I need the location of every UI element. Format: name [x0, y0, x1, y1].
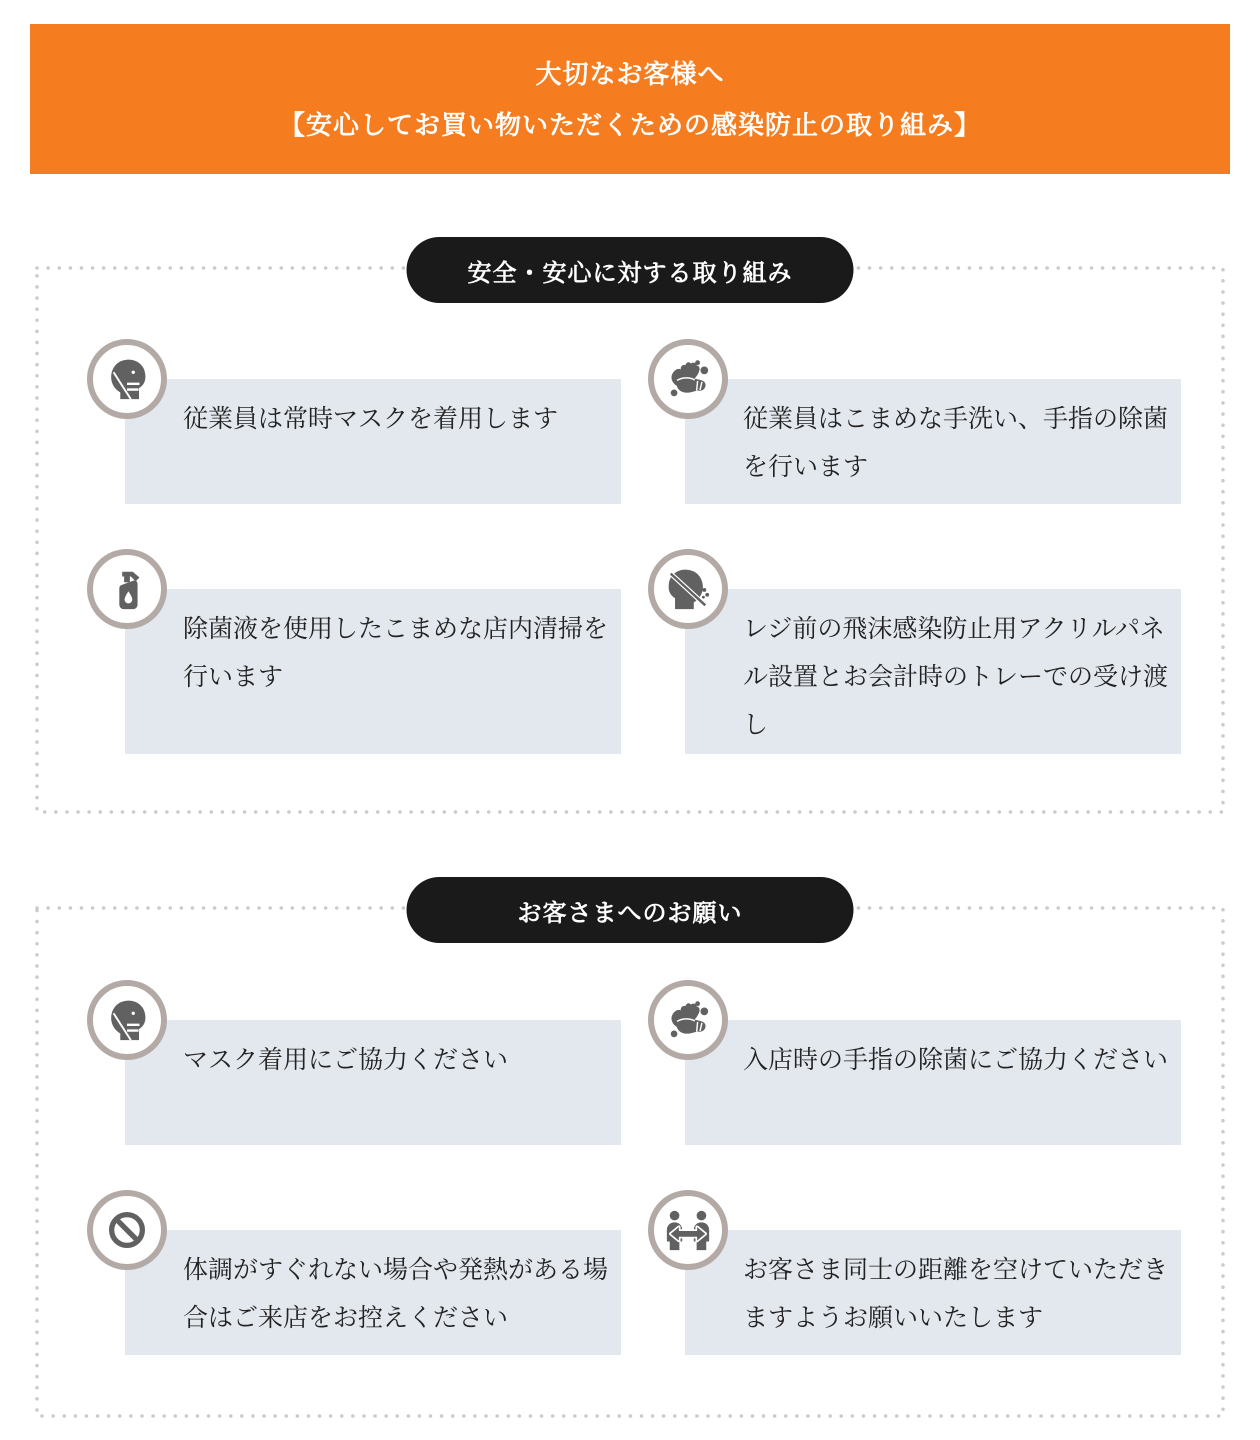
section-title-pill — [407, 237, 854, 303]
item-text: 体調がすぐれない場合や発熱がある場合はご来店をお控えください — [183, 1256, 609, 1332]
list-item — [125, 589, 621, 754]
banner-subtitle: 【安心してお買い物いただくための感染防止の取り組み】 — [278, 109, 981, 140]
list-item — [685, 1020, 1181, 1145]
handwash-icon — [648, 980, 728, 1060]
handwash-icon — [648, 339, 728, 419]
banner-title: 大切なお客様へ — [535, 58, 725, 89]
item-text: レジ前の飛沫感染防止用アクリルパネル設置とお会計時のトレーでの受け渡し — [743, 615, 1169, 739]
item-text: マスク着用にご協力ください — [183, 1046, 509, 1074]
mask-icon — [87, 339, 167, 419]
sanitizer-bottle-icon — [87, 549, 167, 629]
item-text: 入店時の手指の除菌にご協力ください — [743, 1046, 1169, 1074]
section-customer-requests — [35, 899, 1225, 1418]
section-title-pill — [407, 877, 854, 943]
list-item — [685, 1230, 1181, 1355]
social-distance-icon — [648, 1190, 728, 1270]
list-item — [685, 379, 1181, 504]
list-item — [125, 379, 621, 504]
item-text: 従業員はこまめな手洗い、手指の除菌を行います — [743, 405, 1169, 481]
item-text: 除菌液を使用したこまめな店内清掃を行います — [183, 615, 609, 691]
prohibition-icon — [87, 1190, 167, 1270]
item-text: お客さま同士の距離を空けていただきますようお願いいたします — [743, 1256, 1169, 1332]
section-safety-measures — [35, 259, 1225, 814]
item-text: 従業員は常時マスクを着用します — [183, 405, 559, 433]
list-item — [125, 1230, 621, 1355]
droplet-prevention-icon — [648, 549, 728, 629]
list-item — [685, 589, 1181, 754]
mask-icon — [87, 980, 167, 1060]
notice-banner — [30, 24, 1230, 174]
list-item — [125, 1020, 621, 1145]
section-title: 安全・安心に対する取り組み — [467, 259, 793, 287]
section-title: お客さまへのお願い — [517, 899, 743, 927]
